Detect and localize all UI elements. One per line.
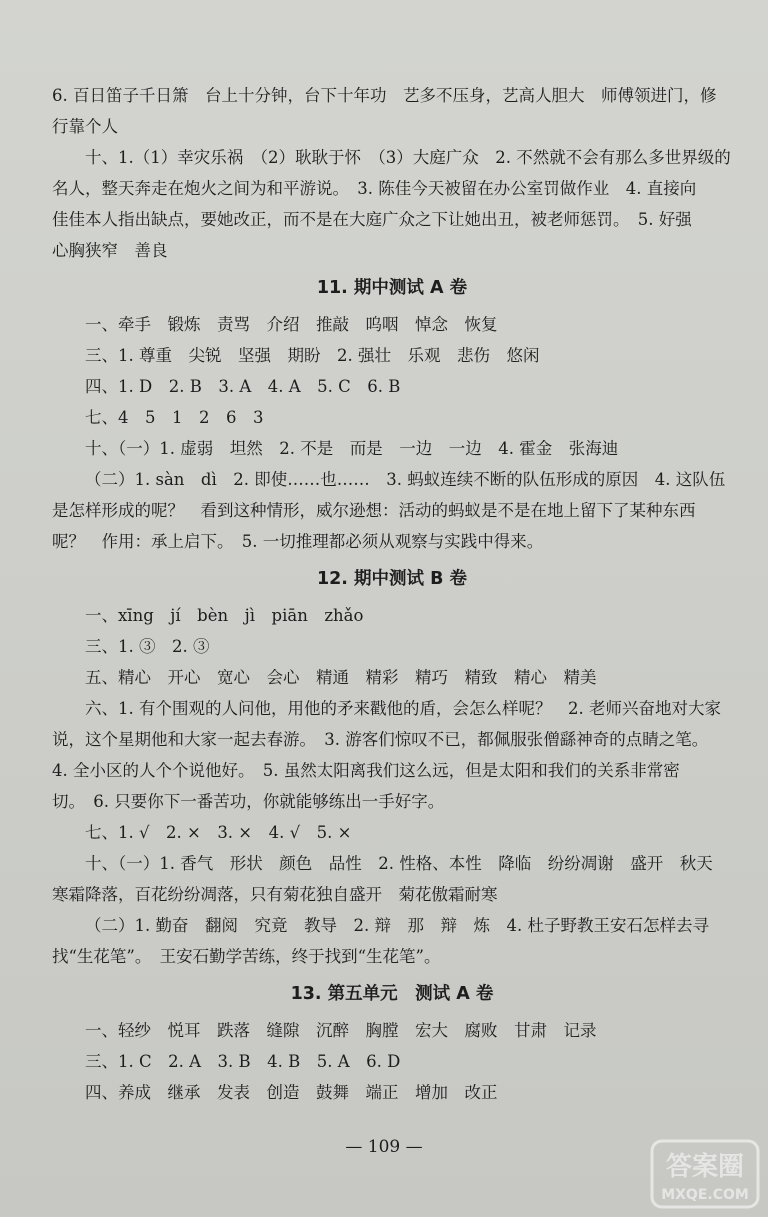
text-line: 十、1.（1）幸灾乐祸 （2）耿耿于怀 （3）大庭广众 2. 不然就不会有那么多世界级的 bbox=[85, 148, 731, 167]
answer-paragraph bbox=[52, 340, 732, 371]
text-line: 一、xīng jí bèn jì piān zhǎo bbox=[85, 606, 364, 625]
text-line: 说，这个星期他和大家一起去春游。 3. 游客们惊叹不已，都佩服张僧繇神奇的点睛之笔。 bbox=[52, 730, 709, 749]
answer-paragraph bbox=[52, 464, 732, 557]
section-heading: 12. 期中测试 B 卷 bbox=[316, 569, 468, 589]
answer-paragraph bbox=[52, 662, 732, 693]
text-line: 心胸狭窄 善良 bbox=[52, 241, 168, 260]
text-line: 一、轻纱 悦耳 跌落 缝隙 沉醉 胸膛 宏大 腐败 甘肃 记录 bbox=[85, 1021, 597, 1040]
answer-paragraph bbox=[52, 693, 732, 817]
text-line: 七、4 5 1 2 6 3 bbox=[85, 408, 264, 427]
text-line: 四、1. D 2. B 3. A 4. A 5. C 6. B bbox=[85, 377, 401, 396]
watermark-url: MXQE.COM bbox=[661, 1187, 749, 1203]
text-line: 呢？ 作用：承上启下。 5. 一切推理都必须从观察与实践中得来。 bbox=[52, 532, 544, 551]
answer-paragraph bbox=[52, 600, 732, 631]
text-line: 切。 6. 只要你下一番苦功，你就能够练出一手好字。 bbox=[52, 792, 445, 811]
answer-paragraph bbox=[52, 309, 732, 340]
watermark-title: 答案圈 bbox=[665, 1152, 745, 1182]
answer-paragraph bbox=[52, 1046, 732, 1077]
text-line: 佳佳本人指出缺点，要她改正，而不是在大庭广众之下让她出丑，被老师惩罚。 5. 好强 bbox=[52, 210, 692, 229]
text-line: 找“生花笔”。 王安石勤学苦练，终于找到“生花笔”。 bbox=[52, 947, 441, 966]
text-line: （二）1. sàn dì 2. 即使……也…… 3. 蚂蚁连续不断的队伍形成的原因 4. 这队伍 bbox=[85, 470, 726, 489]
answer-paragraph bbox=[52, 817, 732, 848]
text-line: 是怎样形成的呢？ 看到这种情形，威尔逊想：活动的蚂蚁是不是在地上留下了某种东西 bbox=[52, 501, 696, 520]
answer-paragraph bbox=[52, 402, 732, 433]
text-line: 一、牵手 锻炼 责骂 介绍 推敲 呜咽 悼念 恢复 bbox=[85, 315, 498, 334]
text-line: 六、1. 有个围观的人问他，用他的矛来戳他的盾，会怎么样呢？ 2. 老师兴奋地对大家 bbox=[85, 699, 721, 718]
text-line: 十、（一）1. 香气 形状 颜色 品性 2. 性格、本性 降临 纷纷凋谢 盛开 秋天 bbox=[85, 854, 713, 873]
text-line: 名人，整天奔走在炮火之间为和平游说。 3. 陈佳今天被留在办公室罚做作业 4. 直接向 bbox=[52, 179, 697, 198]
text-line: 五、精心 开心 宽心 会心 精通 精彩 精巧 精致 精心 精美 bbox=[85, 668, 597, 687]
text-line: 4. 全小区的人个个说他好。 5. 虽然太阳离我们这么远，但是太阳和我们的关系非常密 bbox=[52, 761, 680, 780]
answer-paragraph bbox=[52, 371, 732, 402]
watermark-logo bbox=[650, 1139, 760, 1209]
text-line: 十、（一）1. 虚弱 坦然 2. 不是 而是 一边 一边 4. 霍金 张海迪 bbox=[85, 439, 619, 458]
section-heading: 13. 第五单元 测试 A 卷 bbox=[290, 984, 494, 1004]
text-line: 三、1. 尊重 尖锐 坚强 期盼 2. 强壮 乐观 悲伤 悠闲 bbox=[85, 346, 540, 365]
answer-paragraph bbox=[52, 433, 732, 464]
answer-paragraph bbox=[52, 80, 732, 142]
answer-paragraph bbox=[52, 631, 732, 662]
answer-paragraph bbox=[52, 910, 732, 972]
text-line: 行靠个人 bbox=[52, 117, 118, 136]
answer-content bbox=[52, 80, 732, 1108]
page-number: — 109 — bbox=[345, 1137, 423, 1157]
section-heading: 11. 期中测试 A 卷 bbox=[316, 278, 468, 298]
text-line: （二）1. 勤奋 翻阅 究竟 教导 2. 辩 那 辩 炼 4. 杜子野教王安石怎样去寻 bbox=[85, 916, 709, 935]
text-line: 三、1. C 2. A 3. B 4. B 5. A 6. D bbox=[85, 1052, 401, 1071]
answer-paragraph bbox=[52, 848, 732, 910]
text-line: 四、养成 继承 发表 创造 鼓舞 端正 增加 改正 bbox=[85, 1083, 498, 1102]
text-line: 三、1. ③ 2. ③ bbox=[85, 637, 210, 656]
answer-paragraph bbox=[52, 1077, 732, 1108]
text-line: 七、1. √ 2. × 3. × 4. √ 5. × bbox=[85, 823, 352, 842]
text-line: 6. 百日笛子千日箫 台上十分钟，台下十年功 艺多不压身，艺高人胆大 师傅领进门，修 bbox=[52, 86, 717, 105]
answer-paragraph bbox=[52, 1015, 732, 1046]
text-line: 寒霜降落，百花纷纷凋落，只有菊花独自盛开 菊花傲霜耐寒 bbox=[52, 885, 498, 904]
answer-paragraph bbox=[52, 142, 732, 266]
